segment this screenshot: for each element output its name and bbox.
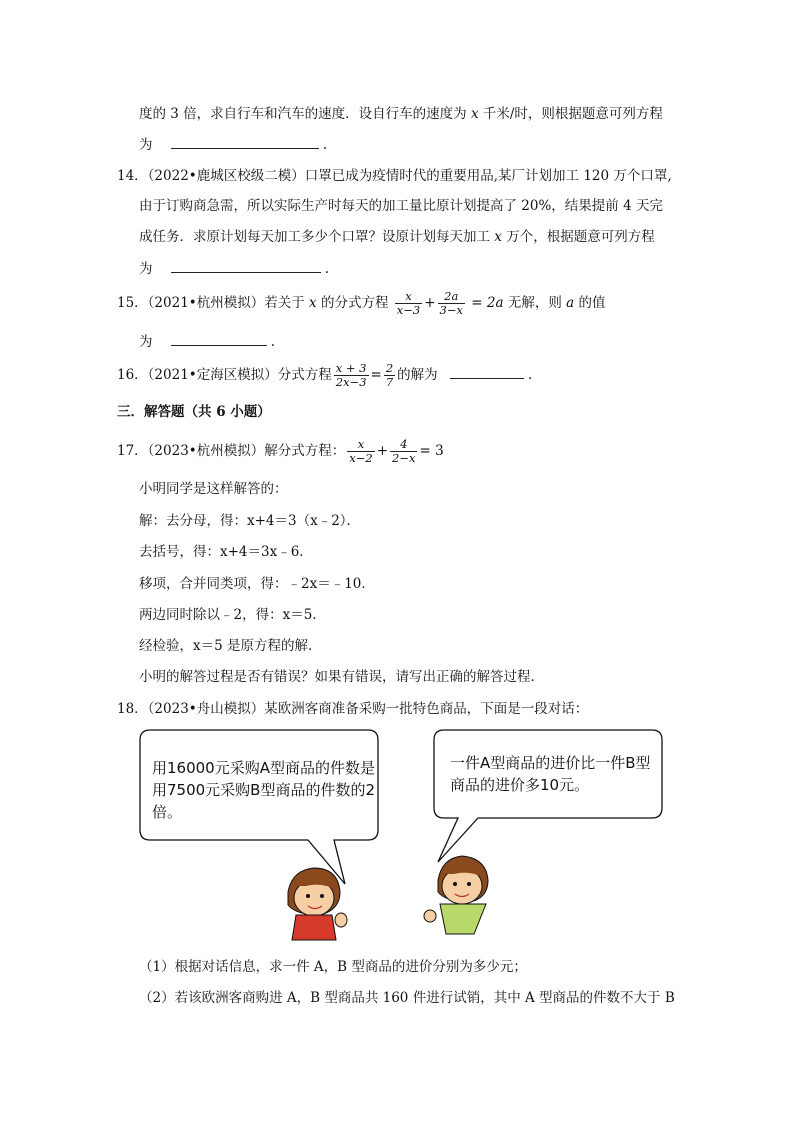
right-bubble-text xyxy=(450,752,651,796)
q14-line2: 由于订购商急需，所以实际生产时每天的加工量比原计划提高了 20%，结果提前 4 天完 xyxy=(139,198,663,214)
q16-frac2-den: 7 xyxy=(385,375,394,389)
right-bubble-line-0: 一件A型商品的进价比一件B型 xyxy=(450,754,651,772)
q15-frac1-num: x xyxy=(395,290,422,304)
q17-frac2-num: 4 xyxy=(390,438,417,452)
q14-answer-prefix: 为 xyxy=(139,261,153,277)
q15-frac1-den: x−3 xyxy=(396,303,421,317)
q16-frac1-den: 2x−3 xyxy=(335,375,367,389)
q17-frac1-den: x−2 xyxy=(349,451,373,465)
section-3-title: 三．解答题（共 6 小题） xyxy=(117,404,271,420)
q15-suffix-a: 无解，则 xyxy=(503,295,567,311)
left-bubble-line-2: 倍。 xyxy=(152,803,183,821)
q13-answer-prefix: 为 xyxy=(139,137,153,153)
q14-text-a: 成任务．求原计划每天加工多少个口罩？设原计划每天加工 xyxy=(139,229,495,245)
q17-rhs: = 3 xyxy=(419,443,444,459)
q16-answer-end: . xyxy=(527,367,533,383)
q13-answer-end: . xyxy=(322,137,328,153)
right-speech-bubble xyxy=(434,730,662,862)
q18-intro: 18．（2023•舟山模拟）某欧洲客商准备采购一批特色商品，下面是一段对话： xyxy=(117,701,589,717)
q17-plus: + xyxy=(376,443,389,459)
q17-step-4: 两边同时除以﹣2，得：x＝5． xyxy=(139,607,326,623)
q17-step-0: 小明同学是这样解答的： xyxy=(139,481,288,497)
q16-frac1-num: x + 3 xyxy=(334,362,369,376)
q15-mid: 的分式方程 xyxy=(316,295,389,311)
q17-step-3: 移项，合并同类项，得：﹣2x＝﹣10． xyxy=(139,576,375,592)
q15-plus: + xyxy=(424,295,436,311)
q15-answer-end: . xyxy=(270,334,276,350)
q15-answer-prefix: 为 xyxy=(139,334,153,350)
q13-text-b: 千米/时，则根据题意可列方程 xyxy=(478,106,663,122)
q15-suffix-b: 的值 xyxy=(574,295,606,311)
q17-step-1: 解：去分母，得：x+4＝3（x﹣2）． xyxy=(139,513,361,529)
q18-sub-1: （1）根据对话信息，求一件 A，B 型商品的进价分别为多少元； xyxy=(139,959,527,975)
q17-step-6: 小明的解答过程是否有错误？如果有错误，请写出正确的解答过程． xyxy=(139,669,544,685)
q14-answer-end: . xyxy=(324,261,330,277)
q17-frac1-num: x xyxy=(347,438,374,452)
left-boy-cartoon xyxy=(288,868,347,940)
q14-var: x xyxy=(494,229,502,245)
q15-prefix: 15．（2021•杭州模拟）若关于 xyxy=(117,295,310,311)
right-bubble-line-1: 商品的进价多10元。 xyxy=(450,776,590,794)
q16-suffix: 的解为 xyxy=(397,367,438,383)
q14-text-b: 万个，根据题意可列方程 xyxy=(501,229,655,245)
q16-prefix: 16．（2021•定海区模拟）分式方程 xyxy=(117,367,332,383)
q15-rhs: = 2a xyxy=(471,295,504,311)
q15-var-a: a xyxy=(566,295,575,311)
q15-frac2-num: 2a xyxy=(438,290,465,304)
q17-frac2-den: 2−x xyxy=(392,451,416,465)
q17-step-5: 经检验，x＝5 是原方程的解． xyxy=(139,638,322,654)
q17-prefix: 17．（2023•杭州模拟）解分式方程： xyxy=(117,443,346,459)
q14-line1: 14．（2022•鹿城区校级二模）口罩已成为疫情时代的重要用品,某厂计划加工 120 万个口罩, xyxy=(117,168,672,184)
left-bubble-line-0: 用16000元采购A型商品的件数是 xyxy=(152,759,375,777)
left-bubble-line-1: 用7500元采购B型商品的件数的2 xyxy=(152,781,376,799)
left-bubble-text xyxy=(152,757,375,823)
q18-sub-2: （2）若该欧洲客商购进 A，B 型商品共 160 件进行试销，其中 A 型商品的件数不大于 B xyxy=(139,990,675,1006)
q13-var: x xyxy=(470,106,479,122)
q15-var-x: x xyxy=(309,295,317,311)
q17-step-2: 去括号，得：x+4＝3x﹣6． xyxy=(139,544,313,560)
q16-frac2-num: 2 xyxy=(385,361,394,375)
q13-text-a: 度的 3 倍，求自行车和汽车的速度．设自行车的速度为 xyxy=(139,106,471,122)
right-boy-cartoon xyxy=(424,856,488,934)
q15-frac2-den: 3−x xyxy=(439,303,463,317)
q16-eq: = xyxy=(370,367,382,383)
